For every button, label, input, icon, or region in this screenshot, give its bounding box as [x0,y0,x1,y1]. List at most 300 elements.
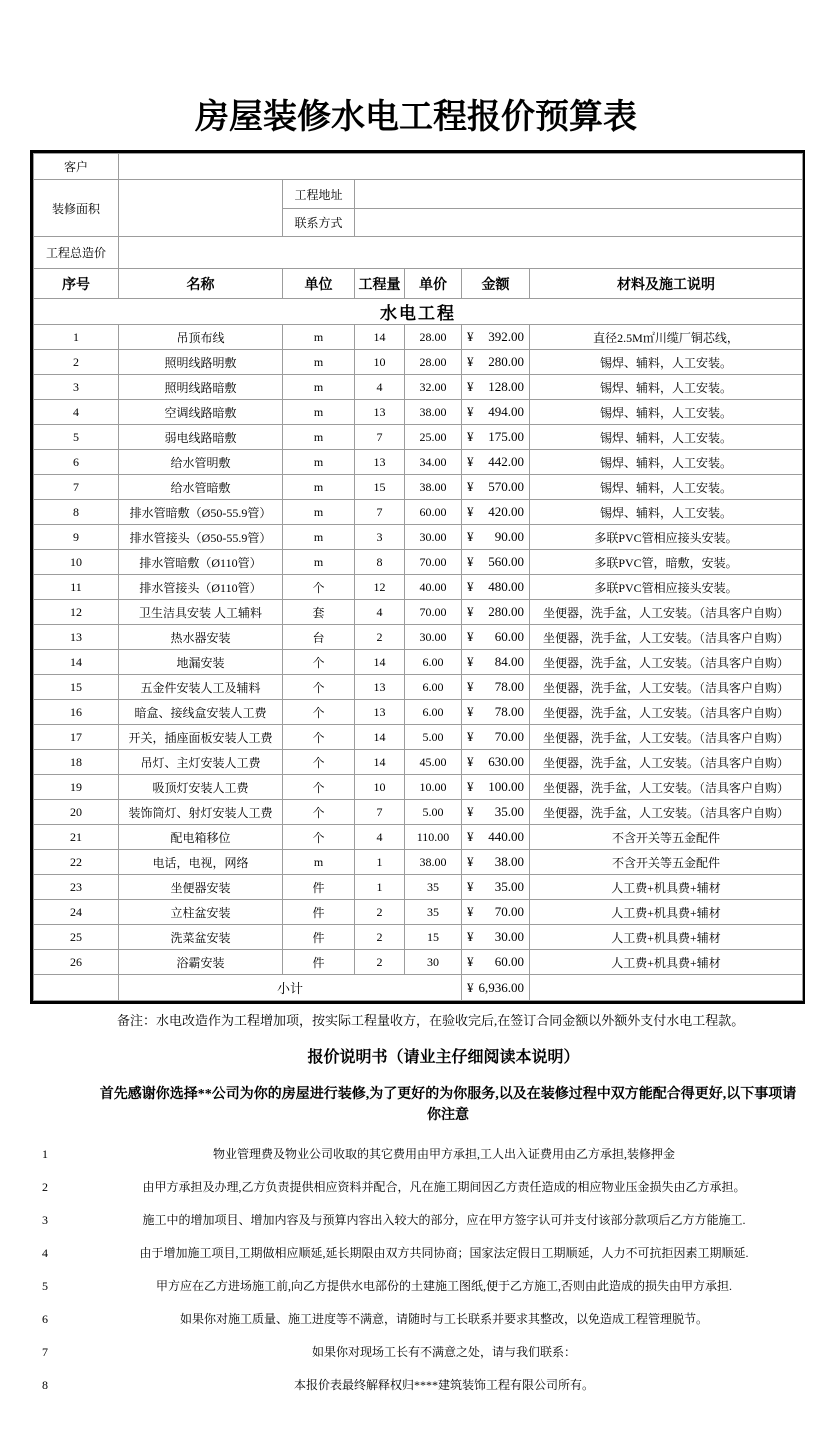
cell-name: 给水管暗敷 [119,475,283,500]
cell-price: 28.00 [405,325,462,350]
currency-symbol: ¥ [467,679,474,694]
cell-qty: 1 [355,875,405,900]
cell-note: 人工费+机具费+辅材 [530,950,803,975]
currency-symbol: ¥ [467,479,474,494]
cell-note: 人工费+机具费+辅材 [530,875,803,900]
table-row [34,675,803,700]
currency-symbol: ¥ [467,879,474,894]
cell-no: 18 [34,750,119,775]
cell-amount [462,400,530,425]
area-address-row [34,180,803,209]
currency-symbol: ¥ [467,554,474,569]
col-header-amount: 金额 [462,269,530,299]
cell-amount [462,375,530,400]
cell-note: 锡焊、辅料，人工安装。 [530,425,803,450]
table-row [34,775,803,800]
cell-name: 吊灯、主灯安装人工费 [119,750,283,775]
cell-unit: 个 [283,575,355,600]
amount-value: 480.00 [488,579,524,594]
cell-unit: 个 [283,750,355,775]
table-row [34,375,803,400]
cell-note: 多联PVC管相应接头安装。 [530,575,803,600]
subtotal-empty-note-cell [530,975,803,1001]
cell-qty: 10 [355,775,405,800]
total-cost-label: 工程总造价 [34,237,119,269]
table-row [34,925,803,950]
cell-price: 5.00 [405,725,462,750]
cell-amount [462,500,530,525]
cell-note: 锡焊、辅料，人工安装。 [530,375,803,400]
cell-price: 15 [405,925,462,950]
amount-value: 280.00 [488,604,524,619]
cell-qty: 13 [355,450,405,475]
table-row [34,825,803,850]
cell-note: 人工费+机具费+辅材 [530,900,803,925]
amount-value: 630.00 [488,754,524,769]
cell-price: 70.00 [405,600,462,625]
address-value-cell [355,180,803,209]
statement-item [0,1246,832,1279]
cell-no: 24 [34,900,119,925]
amount-value: 128.00 [488,379,524,394]
cell-note: 锡焊、辅料，人工安装。 [530,450,803,475]
cell-no: 11 [34,575,119,600]
cell-no: 12 [34,600,119,625]
cell-amount [462,475,530,500]
statement-item-text: 本报价表最终解释权归****建筑装饰工程有限公司所有。 [293,1378,594,1392]
cell-name: 热水器安装 [119,625,283,650]
cell-unit: 台 [283,625,355,650]
cell-name: 五金件安装人工及辅料 [119,675,283,700]
cell-no: 1 [34,325,119,350]
cell-price: 110.00 [405,825,462,850]
cell-no: 23 [34,875,119,900]
cell-amount [462,425,530,450]
cell-qty: 4 [355,375,405,400]
cell-no: 14 [34,650,119,675]
subtotal-row [34,975,803,1001]
table-row [34,350,803,375]
currency-symbol: ¥ [467,979,474,995]
cell-name: 排水管暗敷（Ø50-55.9管） [119,500,283,525]
cell-unit: 件 [283,875,355,900]
cell-unit: m [283,425,355,450]
cell-price: 60.00 [405,500,462,525]
amount-value: 35.00 [494,804,524,819]
cell-unit: 件 [283,925,355,950]
subtotal-amount-cell [462,975,530,1001]
table-row [34,500,803,525]
cell-qty: 7 [355,425,405,450]
cell-name: 电话，电视，网络 [119,850,283,875]
col-header-no: 序号 [34,269,119,299]
area-label: 装修面积 [34,180,119,237]
cell-qty: 7 [355,800,405,825]
column-header-row [34,269,803,299]
amount-value: 60.00 [494,629,524,644]
statement-item-text: 如果你对现场工长有不满意之处，请与我们联系： [311,1345,576,1359]
cell-note: 不含开关等五金配件 [530,850,803,875]
cell-no: 26 [34,950,119,975]
cell-amount [462,325,530,350]
cell-name: 吊顶布线 [119,325,283,350]
cell-name: 吸顶灯安装人工费 [119,775,283,800]
cell-amount [462,700,530,725]
currency-symbol: ¥ [467,404,474,419]
amount-value: 280.00 [488,354,524,369]
amount-value: 420.00 [488,504,524,519]
statement-item-number: 2 [42,1180,48,1194]
currency-symbol: ¥ [467,629,474,644]
cell-price: 38.00 [405,400,462,425]
cell-note: 锡焊、辅料，人工安装。 [530,500,803,525]
amount-value: 60.00 [494,954,524,969]
currency-symbol: ¥ [467,329,474,344]
cell-name: 装饰筒灯、射灯安装人工费 [119,800,283,825]
cell-name: 洗菜盆安装 [119,925,283,950]
cell-note: 坐便器，洗手盆，人工安装。（洁具客户自购） [530,650,803,675]
table-row [34,400,803,425]
cell-price: 5.00 [405,800,462,825]
cell-no: 7 [34,475,119,500]
statement-item-text: 甲方应在乙方进场施工前,向乙方提供水电部份的土建施工图纸,便于乙方施工,否则由此造成的损失由甲方承担. [155,1279,732,1293]
table-row [34,850,803,875]
cell-price: 45.00 [405,750,462,775]
cell-qty: 13 [355,700,405,725]
subtotal-label: 小计 [119,975,462,1001]
cell-qty: 2 [355,900,405,925]
cell-qty: 14 [355,650,405,675]
statement-item-number: 7 [42,1345,48,1359]
col-header-name: 名称 [119,269,283,299]
col-header-note: 材料及施工说明 [530,269,803,299]
currency-symbol: ¥ [467,929,474,944]
quote-table-grid [33,153,803,1001]
statement-item [0,1213,832,1246]
cell-note: 坐便器，洗手盆，人工安装。（洁具客户自购） [530,750,803,775]
cell-qty: 13 [355,400,405,425]
currency-symbol: ¥ [467,529,474,544]
cell-note: 锡焊、辅料，人工安装。 [530,475,803,500]
cell-amount [462,825,530,850]
cell-name: 空调线路暗敷 [119,400,283,425]
table-row [34,900,803,925]
contact-value-cell [355,209,803,237]
statement-item-number: 8 [42,1378,48,1392]
cell-name: 给水管明敷 [119,450,283,475]
quote-table [30,150,805,1004]
cell-name: 暗盒、接线盒安装人工费 [119,700,283,725]
cell-amount [462,550,530,575]
cell-qty: 7 [355,500,405,525]
cell-qty: 14 [355,750,405,775]
statement-item-number: 4 [42,1246,48,1260]
amount-value: 392.00 [488,329,524,344]
cell-unit: 个 [283,650,355,675]
cell-price: 25.00 [405,425,462,450]
cell-unit: m [283,375,355,400]
page-title: 房屋装修水电工程报价预算表 [195,99,637,136]
currency-symbol: ¥ [467,429,474,444]
amount-value: 78.00 [494,704,524,719]
cell-unit: 个 [283,700,355,725]
statement-item [0,1312,832,1345]
total-cost-value-cell [119,237,803,269]
currency-symbol: ¥ [467,779,474,794]
cell-name: 排水管接头（Ø50-55.9管） [119,525,283,550]
cell-qty: 10 [355,350,405,375]
cell-amount [462,925,530,950]
cell-qty: 14 [355,325,405,350]
subtotal-empty-no-cell [34,975,119,1001]
col-header-unit: 单位 [283,269,355,299]
amount-value: 78.00 [494,679,524,694]
cell-name: 照明线路暗敷 [119,375,283,400]
cell-unit: 件 [283,950,355,975]
section-title: 水电工程 [34,299,803,325]
table-row [34,625,803,650]
col-header-qty: 工程量 [355,269,405,299]
cell-amount [462,625,530,650]
cell-qty: 2 [355,925,405,950]
cell-no: 16 [34,700,119,725]
table-row [34,650,803,675]
cell-note: 坐便器，洗手盆，人工安装。（洁具客户自购） [530,625,803,650]
statement-item-number: 6 [42,1312,48,1326]
cell-no: 17 [34,725,119,750]
amount-value: 38.00 [494,854,524,869]
cell-note: 人工费+机具费+辅材 [530,925,803,950]
amount-value: 90.00 [494,529,524,544]
contact-label: 联系方式 [283,209,355,237]
cell-amount [462,900,530,925]
cell-amount [462,525,530,550]
cell-amount [462,650,530,675]
cell-qty: 15 [355,475,405,500]
cell-note: 坐便器，洗手盆，人工安装。（洁具客户自购） [530,725,803,750]
currency-symbol: ¥ [467,354,474,369]
cell-no: 22 [34,850,119,875]
amount-value: 494.00 [488,404,524,419]
statement-intro: 首先感谢你选择**公司为你的房屋进行装修,为了更好的为你服务,以及在装修过程中双方能配合得更好,以下事项请你注意 [99,1087,797,1123]
currency-symbol: ¥ [467,379,474,394]
cell-qty: 1 [355,850,405,875]
table-row [34,750,803,775]
table-footer-section [34,975,803,1001]
currency-symbol: ¥ [467,579,474,594]
cell-no: 9 [34,525,119,550]
cell-price: 10.00 [405,775,462,800]
cell-name: 排水管暗敷（Ø110管） [119,550,283,575]
cell-note: 不含开关等五金配件 [530,825,803,850]
cell-unit: m [283,525,355,550]
table-row [34,475,803,500]
cell-price: 30.00 [405,525,462,550]
cell-no: 10 [34,550,119,575]
cell-price: 40.00 [405,575,462,600]
remark-line: 备注：水电改造作为工程增加项，按实际工程量收方，在验收完后,在签订合同金额以外额外支付水电工程款。 [117,1013,745,1028]
table-header-section [34,154,803,325]
total-cost-row [34,237,803,269]
currency-symbol: ¥ [467,654,474,669]
statement-item [0,1147,832,1180]
cell-no: 15 [34,675,119,700]
cell-price: 28.00 [405,350,462,375]
cell-qty: 14 [355,725,405,750]
cell-note: 坐便器，洗手盆，人工安装。（洁具客户自购） [530,675,803,700]
cell-unit: m [283,475,355,500]
cell-name: 立柱盆安装 [119,900,283,925]
cell-unit: m [283,400,355,425]
cell-unit: 个 [283,775,355,800]
amount-value: 560.00 [488,554,524,569]
cell-note: 直径2.5M㎡川缆厂铜芯线， [530,325,803,350]
statement-item [0,1345,832,1378]
amount-value: 84.00 [494,654,524,669]
cell-qty: 8 [355,550,405,575]
cell-unit: m [283,500,355,525]
statement-list [0,1147,832,1411]
cell-amount [462,750,530,775]
cell-amount [462,875,530,900]
statement-item-text: 由于增加施工项目,工期做相应顺延,延长期限由双方共同协商；国家法定假日工期顺延，人力不可抗拒因素工期顺延. [139,1246,749,1260]
table-row [34,450,803,475]
cell-unit: 个 [283,725,355,750]
cell-price: 35 [405,900,462,925]
currency-symbol: ¥ [467,854,474,869]
table-row [34,800,803,825]
cell-unit: 个 [283,800,355,825]
cell-unit: 件 [283,900,355,925]
cell-no: 19 [34,775,119,800]
amount-value: 570.00 [488,479,524,494]
amount-value: 100.00 [488,779,524,794]
cell-note: 坐便器，洗手盆，人工安装。（洁具客户自购） [530,700,803,725]
table-row [34,950,803,975]
cell-name: 配电箱移位 [119,825,283,850]
currency-symbol: ¥ [467,704,474,719]
cell-no: 21 [34,825,119,850]
cell-amount [462,800,530,825]
amount-value: 442.00 [488,454,524,469]
currency-symbol: ¥ [467,454,474,469]
statement-item-number: 1 [42,1147,48,1161]
cell-unit: m [283,850,355,875]
cell-price: 6.00 [405,675,462,700]
cell-note: 锡焊、辅料，人工安装。 [530,350,803,375]
cell-note: 锡焊、辅料，人工安装。 [530,400,803,425]
table-row [34,550,803,575]
cell-name: 卫生洁具安装 人工辅料 [119,600,283,625]
cell-qty: 2 [355,950,405,975]
cell-note: 坐便器，洗手盆，人工安装。（洁具客户自购） [530,775,803,800]
cell-unit: m [283,350,355,375]
currency-symbol: ¥ [467,829,474,844]
cell-price: 35 [405,875,462,900]
cell-qty: 13 [355,675,405,700]
table-row [34,875,803,900]
table-body [34,325,803,975]
cell-qty: 4 [355,600,405,625]
cell-qty: 12 [355,575,405,600]
cell-unit: m [283,325,355,350]
amount-value: 175.00 [488,429,524,444]
currency-symbol: ¥ [467,804,474,819]
statement-item [0,1279,832,1312]
cell-note: 坐便器，洗手盆，人工安装。（洁具客户自购） [530,600,803,625]
cell-price: 70.00 [405,550,462,575]
cell-amount [462,350,530,375]
cell-price: 32.00 [405,375,462,400]
cell-unit: m [283,450,355,475]
amount-value: 70.00 [494,904,524,919]
amount-value: 30.00 [494,929,524,944]
customer-row [34,154,803,180]
cell-name: 坐便器安装 [119,875,283,900]
table-row [34,600,803,625]
cell-no: 13 [34,625,119,650]
currency-symbol: ¥ [467,954,474,969]
cell-note: 多联PVC管相应接头安装。 [530,525,803,550]
cell-unit: 套 [283,600,355,625]
customer-label: 客户 [34,154,119,180]
cell-unit: 个 [283,825,355,850]
cell-name: 开关，插座面板安装人工费 [119,725,283,750]
statement-item-text: 如果你对施工质量、施工进度等不满意，请随时与工长联系并要求其整改，以免造成工程管理脱节。 [179,1312,708,1326]
cell-name: 地漏安装 [119,650,283,675]
statement-item-text: 由甲方承担及办理,乙方负责提供相应资料并配合，凡在施工期间因乙方责任造成的相应物业压金损失由乙方承担。 [142,1180,746,1194]
cell-no: 25 [34,925,119,950]
cell-name: 弱电线路暗敷 [119,425,283,450]
table-row [34,725,803,750]
cell-name: 浴霸安装 [119,950,283,975]
cell-note: 坐便器，洗手盆，人工安装。（洁具客户自购） [530,800,803,825]
cell-no: 2 [34,350,119,375]
cell-no: 4 [34,400,119,425]
cell-amount [462,850,530,875]
table-row [34,325,803,350]
cell-qty: 4 [355,825,405,850]
cell-name: 排水管接头（Ø110管） [119,575,283,600]
cell-no: 8 [34,500,119,525]
cell-amount [462,675,530,700]
cell-price: 30 [405,950,462,975]
area-value-cell [119,180,283,237]
cell-amount [462,600,530,625]
customer-value-cell [119,154,803,180]
section-row [34,299,803,325]
currency-symbol: ¥ [467,604,474,619]
table-row [34,425,803,450]
amount-value: 440.00 [488,829,524,844]
statement-item-number: 5 [42,1279,48,1293]
statement-heading: 报价说明书（请业主仔细阅读本说明） [307,1049,580,1066]
currency-symbol: ¥ [467,754,474,769]
cell-no: 5 [34,425,119,450]
statement-item-number: 3 [42,1213,48,1227]
subtotal-amount: 6,936.00 [478,979,524,995]
cell-no: 6 [34,450,119,475]
currency-symbol: ¥ [467,729,474,744]
cell-note: 多联PVC管，暗敷，安装。 [530,550,803,575]
table-row [34,575,803,600]
cell-no: 20 [34,800,119,825]
cell-amount [462,725,530,750]
cell-price: 38.00 [405,850,462,875]
amount-value: 35.00 [494,879,524,894]
address-label: 工程地址 [283,180,355,209]
statement-item [0,1378,832,1411]
